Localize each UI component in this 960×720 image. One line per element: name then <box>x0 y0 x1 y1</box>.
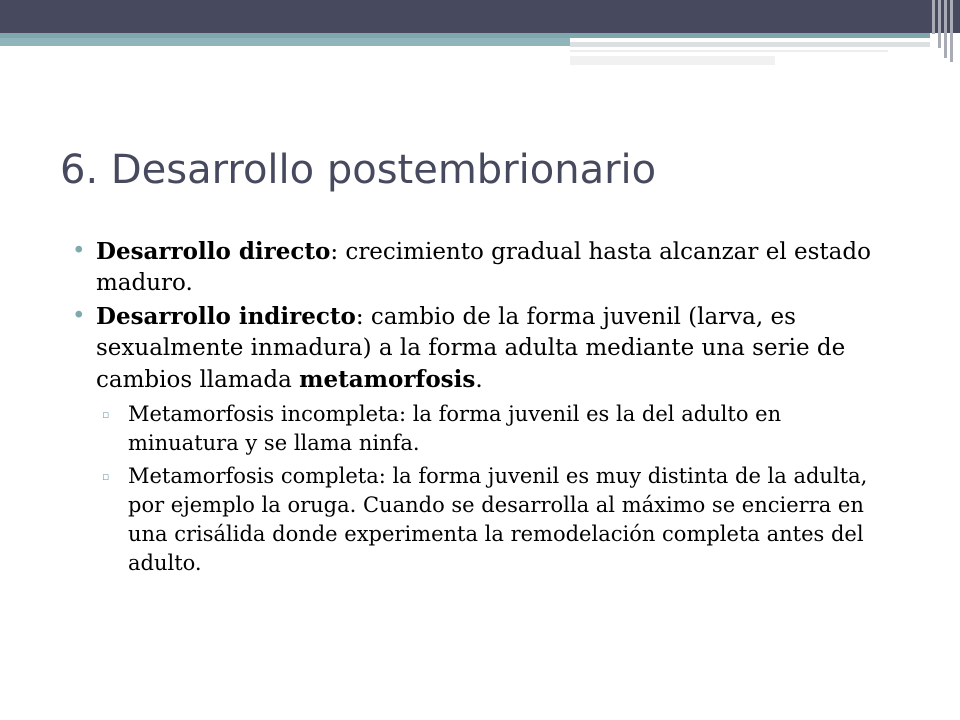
slide-body <box>72 236 892 578</box>
sub-bullet-completa <box>72 462 892 578</box>
slide-title: 6. Desarrollo postembrionario <box>60 147 657 193</box>
square-bullet-icon: ▫ <box>102 408 110 421</box>
bullet-text: : crecimiento gradual hasta alcanzar el estado maduro. <box>96 239 871 296</box>
bullet-item-directo <box>72 236 892 299</box>
square-bullet-icon: ▫ <box>102 470 110 483</box>
header-band <box>0 0 960 33</box>
bullet-item-indirecto <box>72 301 892 396</box>
accent-band-gray <box>570 42 930 47</box>
bullet-icon: • <box>72 238 86 264</box>
accent-line <box>570 50 888 52</box>
sub-bullet-incompleta <box>72 400 892 458</box>
bullet-term: Desarrollo indirecto <box>96 303 356 330</box>
bullet-term: Desarrollo directo <box>96 238 331 265</box>
sub-bullet-text: Metamorfosis completa: la forma juvenil es muy distinta de la adulta, por ejemplo la oruga. Cuando se desarrolla al máximo se encierra en una crisálida donde experimenta la remodelación completa antes del adulto. <box>128 464 868 575</box>
sub-bullet-text: Metamorfosis incompleta: la forma juvenil es la del adulto en minuatura y se llama ninfa. <box>128 402 782 455</box>
accent-band <box>0 38 570 46</box>
bullet-icon: • <box>72 303 86 329</box>
corner-ornament <box>928 0 960 65</box>
bullet-emphasis: metamorfosis <box>299 366 476 393</box>
bullet-end: . <box>475 367 483 393</box>
bullet-text: : cambio de la forma juvenil (larva, es sexualmente inmadura) a la forma adulta mediante una serie de cambios llamada <box>96 304 846 393</box>
accent-line-light <box>570 56 775 65</box>
